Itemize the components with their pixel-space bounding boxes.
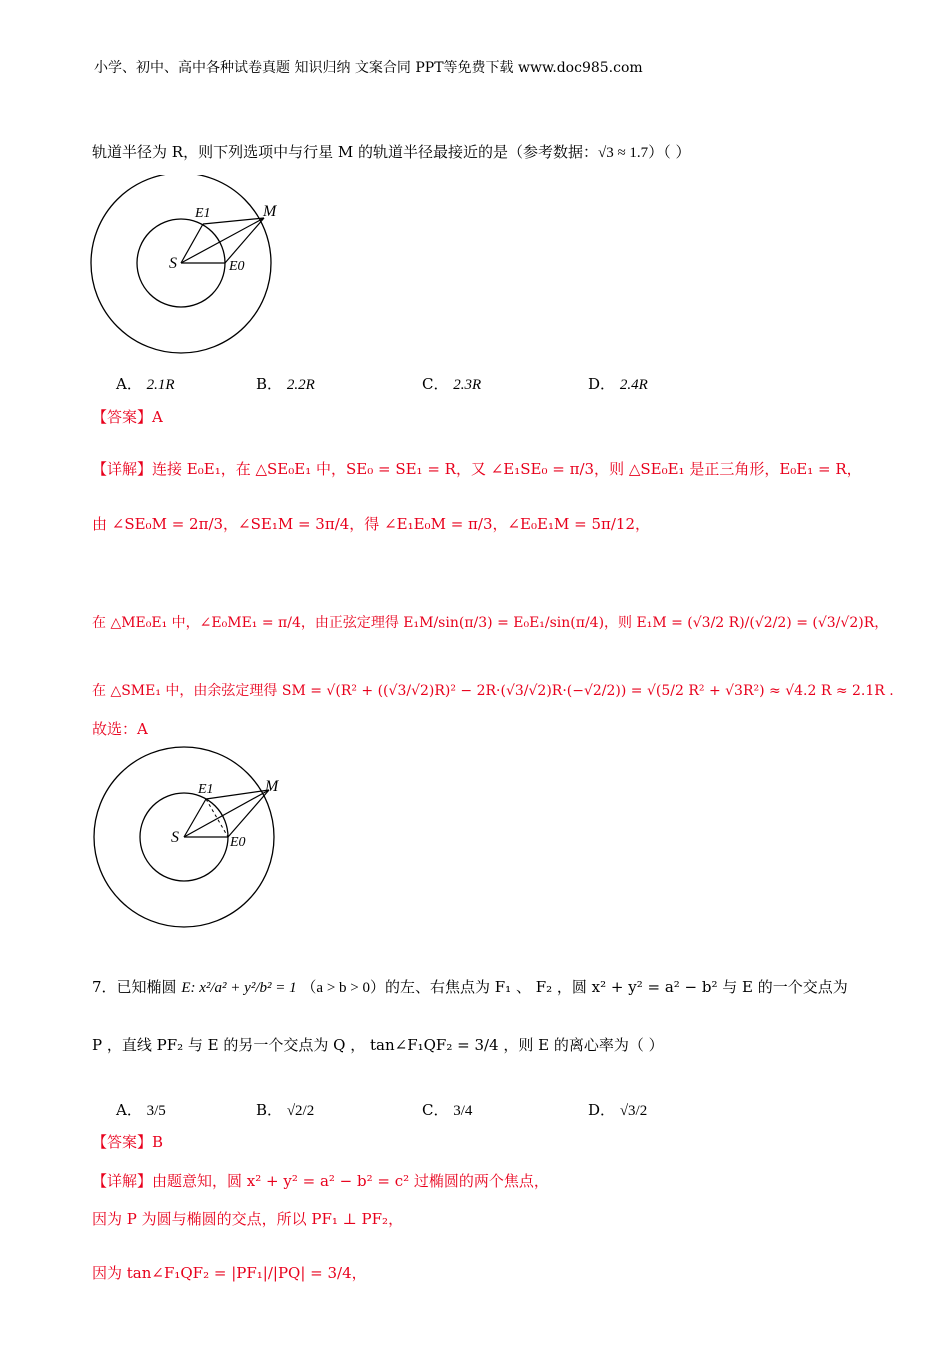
q6-option-d: D． 2.4R (588, 375, 648, 393)
label-E0: E0 (230, 835, 246, 850)
label-M: M (265, 778, 279, 795)
q7-option-c: C． 3/4 (422, 1101, 473, 1119)
q6-option-b: B． 2.2R (256, 375, 315, 393)
q6-option-c: C． 2.3R (422, 375, 482, 393)
q6-detail-line-4: 在 △SME₁ 中，由余弦定理得 SM = √(R² + ((√3/√2)R)² − 2R·(√3/√2)R·(−√2/2)) = √(5/2 R² + √3R²) ≈ √4.2 R ≈ 2.1R . (92, 683, 894, 699)
label-E1: E1 (198, 782, 214, 797)
q6-detail-line-1: 【详解】连接 E₀E₁，在 △SE₀E₁ 中，SE₀ = SE₁ = R，又 ∠E₁SE₀ = π/3，则 △SE₀E₁ 是正三角形，E₀E₁ = R， (92, 460, 862, 478)
q6-detail-line-2: 由 ∠SE₀M = 2π/3，∠SE₁M = 3π/4，得 ∠E₁E₀M = π/3，∠E₀E₁M = 5π/12， (92, 515, 650, 533)
label-S: S (169, 255, 177, 272)
q7-answer: 【答案】B (92, 1133, 164, 1151)
label-S: S (171, 829, 179, 846)
q6-stem-prefix: 轨道半径为 R，则下列选项中与行星 M 的轨道半径最接近的是（参考数据： (92, 143, 598, 161)
orbit-figure-2 (88, 745, 283, 935)
q7-option-d: D． √3/2 (588, 1101, 648, 1119)
label-E1: E1 (195, 206, 211, 221)
q7-option-a: A． 3/5 (116, 1101, 166, 1119)
q7-stem: 7．已知椭圆 E: x²/a² + y²/b² = 1 （a > b > 0）的左、右焦点为 F₁ 、 F₂ ，圆 x² + y² = a² − b² 与 E 的一个交点为 (92, 978, 848, 996)
page-header: 小学、初中、高中各种试卷真题 知识归纳 文案合同 PPT等免费下载 www.doc985.com (94, 60, 643, 76)
q6-stem (92, 141, 690, 162)
q6-detail-line-3: 在 △ME₀E₁ 中，∠E₀ME₁ = π/4，由正弦定理得 E₁M/sin(π/3) = E₀E₁/sin(π/4)，则 E₁M = (√3/2 R)/(√2/2) = (√3/√2)R， (92, 615, 889, 631)
q6-stem-suffix: ）（ ） (648, 143, 691, 161)
dashed-chord (206, 799, 228, 837)
q6-answer: 【答案】A (92, 408, 163, 426)
q7-stem-line-2: P ，直线 PF₂ 与 E 的另一个交点为 Q ， tan∠F₁QF₂ = 3/4 ，则 E 的离心率为（ ） (92, 1036, 664, 1054)
q6-ref-data: √3 ≈ 1.7 (597, 145, 649, 161)
q7-detail-line-3: 因为 tan∠F₁QF₂ = |PF₁|/|PQ| = 3/4， (92, 1264, 367, 1282)
orbit-figure-1 (88, 175, 278, 360)
label-M: M (263, 203, 277, 220)
label-E0: E0 (229, 259, 245, 274)
q6-conclusion: 故选：A (92, 720, 148, 738)
q7-option-b: B． √2/2 (256, 1101, 315, 1119)
q7-detail-line-1: 【详解】由题意知，圆 x² + y² = a² − b² = c² 过椭圆的两个焦点， (92, 1172, 549, 1190)
q6-option-a: A． 2.1R (116, 375, 175, 393)
q7-ellipse: E: x²/a² + y²/b² = 1 (181, 980, 297, 996)
q7-detail-line-2: 因为 P 为圆与椭圆的交点，所以 PF₁ ⊥ PF₂， (92, 1210, 404, 1228)
